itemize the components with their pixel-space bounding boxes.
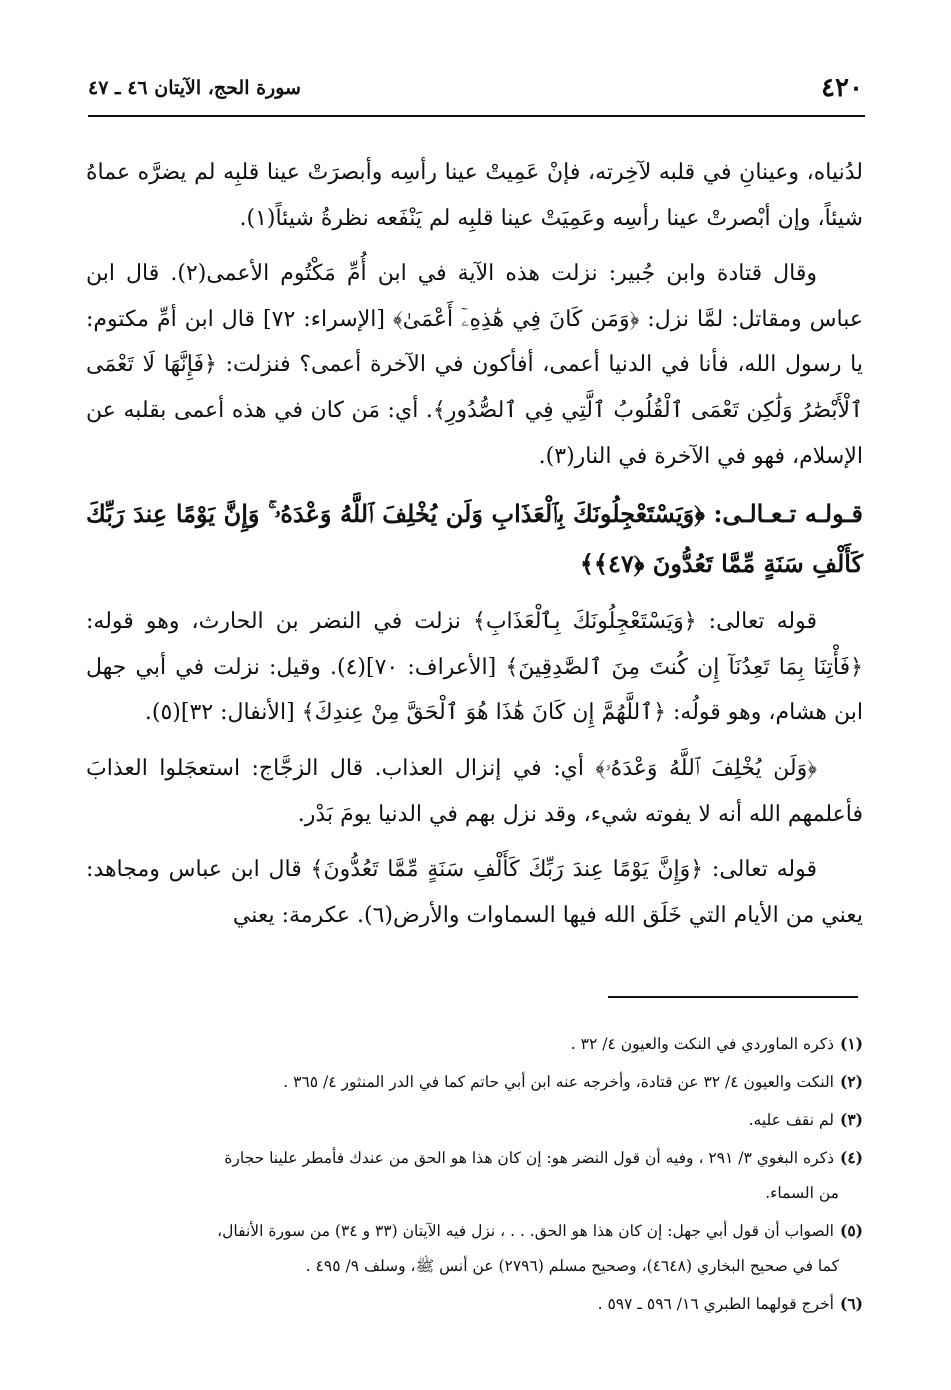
paragraph-2: وقال قتادة وابن جُبير: نزلت هذه الآية في ابن أُمِّ مَكْتُوم الأعمى(٢). قال ابن عباس ومقاتل: لمَّا نزل: ﴿وَمَن كَانَ فِي هَٰذِهِۦٓ أَعْمَىٰ﴾ [الإسراء: ٧٢] قال ابن أمِّ مكتوم: يا رسول الله، فأنا في الدنيا أعمى، أفأكون في الآخرة أعمى؟ فنزلت: ﴿فَإِنَّهَا لَا تَعْمَى ٱلْأَبْصَٰرُ وَلَٰكِن تَعْمَى ٱلْقُلُوبُ ٱلَّتِي فِي ٱلصُّدُورِ﴾. أي: مَن كان في هذه أعمى بقلبه عن الإسلام، فهو في الآخرة في النار(٣).: [86, 261, 864, 469]
page-number: ٤٢٠: [821, 73, 863, 103]
header-rule: [88, 115, 865, 117]
footnote-rule: [608, 996, 858, 998]
footnote-continuation: من السماء.: [765, 1184, 839, 1202]
footnote-text: أخرج قولهما الطبري ١٦/ ٥٩٦ ـ ٥٩٧ .: [597, 1295, 834, 1313]
verse-label: قـولـه تـعـالـى:: [713, 499, 864, 529]
footnote-number: (٣): [839, 1110, 863, 1129]
footnote-continuation: كما في صحيح البخاري (٤٦٤٨)، وصحيح مسلم (٢٧٩٦) عن أنس ﷺ، وسلف ٩/ ٤٩٥ .: [305, 1257, 839, 1275]
footnote-text: النكت والعيون ٤/ ٣٢ عن قتادة، وأخرجه عنه ابن أبي حاتم كما في الدر المنثور ٤/ ٣٦٥ .: [283, 1073, 834, 1091]
footnote-text: ذكره البغوي ٣/ ٢٩١ ، وفيه أن قول النضر هو: إن كان هذا هو الحق من عندك فأمطر علينا حجارة: [224, 1149, 834, 1167]
footnote-text: لم نقف عليه.: [748, 1111, 834, 1129]
footnote-2: [84, 1064, 863, 1100]
footnote-number: (٦): [839, 1294, 863, 1313]
verse-heading: [86, 489, 863, 589]
footnote-6: [84, 1286, 863, 1322]
page-header: [88, 70, 863, 106]
footnote-text: الصواب أن قول أبي جهل: إن كان هذا هو الحق. . . ، نزل فيه الآيتان (٣٣ و ٣٤) من سورة الأنفال،: [217, 1222, 834, 1240]
paragraph-4: ﴿وَلَن يُخْلِفَ ٱللَّهُ وَعْدَهُۥ﴾ أي: في إنزال العذاب. قال الزجَّاج: استعجَلوا العذابَ فأعلمهم الله أنه لا يفوته شيء، وقد نزل بهم في الدنيا يومَ بَدْر.: [86, 755, 863, 827]
main-text: [86, 150, 863, 948]
footnote-number: (٥): [839, 1221, 863, 1240]
footnotes: [84, 1026, 863, 1324]
footnote-number: (٢): [839, 1072, 863, 1091]
paragraph-1: لدُنياه، وعينانِ في قلبه لآخِرته، فإنْ عَمِيتْ عينا رأسِه وأبصرَتْ عينا قلبِه لم يضرَّه عماهُ شيئاً، وإن أبْصرتْ عينا رأسِه وعَمِيَتْ عينا قلبِه لم يَنْفَعه نظرةُ شيئاً(١).: [86, 160, 863, 231]
footnote-4: [84, 1140, 863, 1211]
footnote-text: ذكره الماوردي في النكت والعيون ٤/ ٣٢ .: [570, 1035, 834, 1053]
verse-text: ﴿وَيَسْتَعْجِلُونَكَ بِٱلْعَذَابِ وَلَن يُخْلِفَ ٱللَّهُ وَعْدَهُۥ ۚ وَإِنَّ يَوْمًا عِندَ رَبِّكَ كَأَلْفِ سَنَةٍ مِّمَّا تَعُدُّونَ ﴿٤٧﴾﴾: [86, 499, 863, 579]
footnote-number: (٤): [839, 1148, 863, 1167]
footnote-number: (١): [839, 1034, 863, 1053]
running-title: سورة الحج، الآيتان ٤٦ ـ ٤٧: [88, 77, 301, 99]
footnote-5: [84, 1213, 863, 1284]
footnote-3: [84, 1102, 863, 1138]
paragraph-3: قوله تعالى: ﴿وَيَسْتَعْجِلُونَكَ بِٱلْعَذَابِ﴾ نزلت في النضر بن الحارث، وهو قوله: ﴿فَأْتِنَا بِمَا تَعِدُنَآ إِن كُنتَ مِنَ ٱلصَّٰدِقِينَ﴾ [الأعراف: ٧٠](٤). وقيل: نزلت في أبي جهل ابن هشام، وهو قولُه: ﴿ٱللَّهُمَّ إِن كَانَ هَٰذَا هُوَ ٱلْحَقَّ مِنْ عِندِكَ﴾ [الأنفال: ٣٢](٥).: [86, 609, 864, 726]
footnote-1: [84, 1026, 863, 1062]
paragraph-5: قوله تعالى: ﴿وَإِنَّ يَوْمًا عِندَ رَبِّكَ كَأَلْفِ سَنَةٍ مِّمَّا تَعُدُّونَ﴾ قال ابن عباس ومجاهد: يعني من الأيام التي خَلَق الله فيها السماوات والأرض(٦). عكرمة: يعني: [86, 857, 863, 928]
